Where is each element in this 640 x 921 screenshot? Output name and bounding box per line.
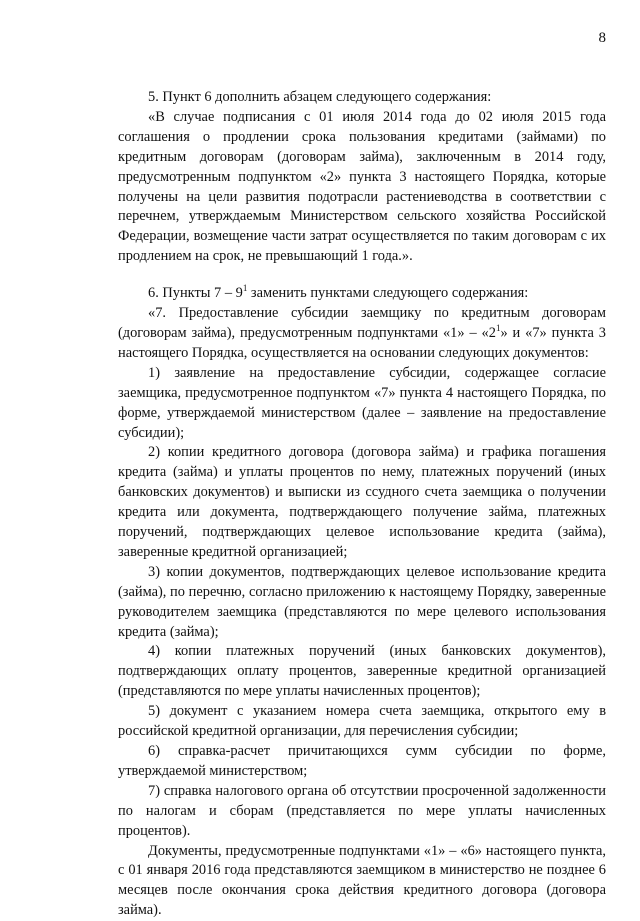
list-item-5: 5) документ с указанием номера счета заемщика, открытого ему в российской кредитной организации, для перечисления субсидии; <box>118 703 606 740</box>
section-5-heading: 5. Пункт 6 дополнить абзацем следующего содержания: <box>148 89 492 105</box>
superscript: 1 <box>242 283 248 294</box>
section-5-text: «В случае подписания с 01 июля 2014 года до 02 июля 2015 года соглашения о продлении срока пользования кредитами (займами) по кредитным договорам (договорам займа), заключенным в 2014 году, предусмотренным подпунктом «2» пункта 3 настоящего Порядка, которые получены на цели развития подотрасли растениеводства в соответствии с перечнем, утверждаемым Министерством сельского хозяйства Российской Федерации, возмещение части затрат осуществляется по таким договорам с их продлением на срок, не превышающий 1 года.». <box>118 108 606 265</box>
superscript: 1 <box>495 323 501 334</box>
closing-paragraph: Документы, предусмотренные подпунктами «1» – «6» настоящего пункта, с 01 января 2016 года представляются заемщиком в министерство не позднее 6 месяцев после окончания срока действия кредитного договора (договора займа). <box>118 842 606 919</box>
point-7-intro-text: » и «7» пункта 3 настоящего Порядка, осуществляется на основании следующих документов: <box>118 324 606 361</box>
list-item-3: 3) копии документов, подтверждающих целевое использование кредита (займа), по перечню, согласно приложению к настоящему Порядку, заверенные руководителем заемщика (представляются по мере целевого использования кредита (займа); <box>118 563 606 640</box>
page-number: 8 <box>598 30 606 46</box>
list-item-7: 7) справка налогового органа об отсутствии просроченной задолженности по налогам и сборам (представляется по мере уплаты начисленных процентов). <box>118 782 606 839</box>
document-body <box>118 88 606 921</box>
section-6-heading-text: заменить пунктами следующего содержания: <box>247 285 529 302</box>
point-7-intro <box>118 304 606 364</box>
list-item-6: 6) справка-расчет причитающихся сумм субсидии по форме, утверждаемой министерством; <box>118 743 606 779</box>
section-6-heading <box>118 284 606 304</box>
point-7-intro-text: «7. Предоставление субсидии заемщику по кредитным договорам (договорам займа), предусмотренным подпунктами «1» – «2 <box>118 305 606 341</box>
list-item-4: 4) копии платежных поручений (иных банковских документов), подтверждающих оплату процентов, заверенные кредитной организацией (представляются по мере уплаты начисленных процентов); <box>118 643 606 700</box>
section-6-heading-text: 6. Пункты 7 – 9 <box>148 285 243 302</box>
list-item-2: 2) копии кредитного договора (договора займа) и графика погашения кредита (займа) и уплаты процентов по нему, платежных поручений (иных банковских документов) и выписки из ссудного счета заемщика о получении кредита или документа, подтверждающего получение займа, платежных поручений, подтверждающих целевое использование кредита (займа), заверенные кредитной организацией; <box>118 444 606 560</box>
list-item-1: 1) заявление на предоставление субсидии, содержащее согласие заемщика, предусмотренное подпунктом «7» пункта 4 настоящего Порядка, по форме, утверждаемой министерством (далее – заявление на предоставление субсидии); <box>118 364 606 441</box>
